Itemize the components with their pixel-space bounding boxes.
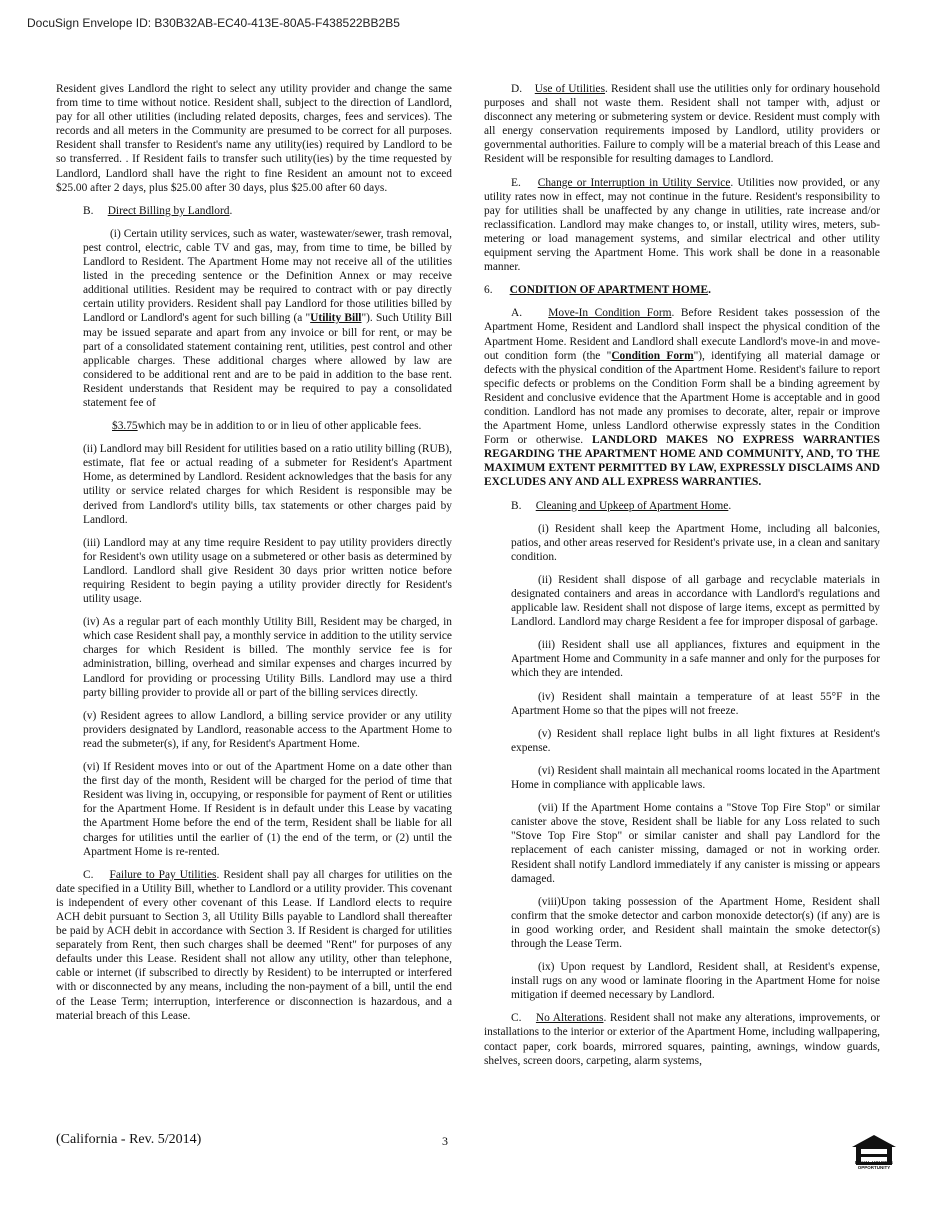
section-6-title: CONDITION OF APARTMENT HOME [509,284,709,297]
cleaning-item-ii: (ii) Resident shall dispose of all garbage and recyclable materials in designated containers and areas in accordance with Landlord's regulations and applicable law. Resident shall not dispose of large items, except as permitted by Landlord. Landlord may charge Resident a fee for improper disposal of garbage. [511,573,880,629]
warranty-disclaimer: LANDLORD MAKES NO EXPRESS WARRANTIES REGARDING THE APARTMENT HOME AND COMMUNITY, AND, TO THE MAXIMUM EXTENT PERMITTED BY LAW, EXPRESSLY DISCLAIMS AND EXCLUDES ANY AND ALL EXPRESS WARRANTIES. [484,434,881,489]
utility-bill-term: Utility Bill [310,312,362,325]
cleaning-items [484,522,880,1003]
form-revision-label: (California - Rev. 5/2014) [56,1132,202,1147]
cleaning-item-vii: (vii) If the Apartment Home contains a "Stove Top Fire Stop" or similar canister above the stove, Resident shall be liable for any Loss related to such "Stove Top Fire Stop" or similar canister and shall pay Landlord for the replacement of each canister missing, damaged or not in working order. Resident shall notify Landlord immediately if any canister is missing or appears damaged. [511,802,880,885]
item-i-text-b: "). Such Utility Bill may be issued separate and apart from any invoice or bill for rent, or may be part of a consolidated statement containing rent, utilities, pest control and other applicable charges. These additional charges where allowed by law are considered to be additional rent and are to be paid in addition to the base rent. Resident understands that Resident may be required to pay a consolidated statement fee of [83,312,452,409]
direct-billing-item-ii: (ii) Landlord may bill Resident for utilities based on a ratio utility billing (RUB), estimate, flat fee or actual reading of a submeter for Resident's Apartment Home, as determined by Landlord. Resident acknowledges that the basis for any utility or service related charges for which Resident is responsible may be derived from Landlord's utility bills, tax statements or other charges paid by Landlord. [83,443,452,526]
fee-line [83,419,452,433]
section-6a-paragraph [484,306,880,489]
section-e-body: . Utilities now provided, or any utility rates now in effect, may not continue in the future. Resident's responsibility to pay for utilities shall be unaffected by any change in utilities, rate increase and/or reclassification. Landlord may make changes to, or install, utility wires, meters, sub-metering or load management systems, and similar electrical and other utility equipment serving the Apartment Home. This work shall be done in a reasonable manner. [484,176,881,274]
section-6b-title: Cleaning and Upkeep of Apartment Home [535,499,729,512]
section-6-number: 6. [484,284,493,297]
cleaning-item-v: (v) Resident shall replace light bulbs in all light fixtures at Resident's expense. [511,727,880,754]
fee-amount: $3.75 [112,420,138,433]
direct-billing-item-i [83,227,452,410]
direct-billing-item-iii: (iii) Landlord may at any time require Resident to pay utility providers directly for Resident's own utility usage on a submetered or other basis as determined by Landlord. Landlord shall give Resident 30 days prior written notice before requiring Resident to begin paying a utility provider directly for Resident's utility usage. [83,536,452,606]
right-column [484,82,880,1077]
section-6c-body: . Resident shall not make any alterations, improvements, or installations to the interior or exterior of the Apartment Home, including wallpapering, contact paper, cork boards, mirrored squares, painting, awnings, window guards, shelves, screen doors, carpeting, alarm systems, [484,1012,881,1067]
section-6c-paragraph [484,1011,880,1067]
section-6a-title: Move-In Condition Form [548,307,672,320]
direct-billing-item-vi: (vi) If Resident moves into or out of the Apartment Home on a date other than the first day of the month, Resident will be charged for the period of time that Resident was living in, occupying, or responsible for payment of Rent or utilities for the Apartment Home. If Resident is in default under this Lease by vacating the Apartment Home before the end of the term, Resident shall be liable for all charges for utilities until the earlier of (1) the end of the term, or (2) until the Apartment Home is re-rented. [83,761,452,858]
cleaning-item-iv: (iv) Resident shall maintain a temperature of at least 55°F in the Apartment Home so that the pipes will not freeze. [511,690,880,717]
section-e-paragraph [484,176,880,275]
left-column [56,82,452,1032]
direct-billing-item-iv: (iv) As a regular part of each monthly Utility Bill, Resident may be charged, in which case Resident shall pay, a monthly service in addition to the utility service charges for which Resident is billed. The monthly service fee is for administration, billing, overhead and similar expenses and charges incurred by Landlord for providing or processing Utility Bills. Landlord may use a third party billing provider to provide all or part of the billing services directly. [83,616,452,699]
cleaning-item-viii: (viii)Upon taking possession of the Apartment Home, Resident shall confirm that the smoke detector and carbon monoxide detector(s) (if any) are is in good working order, and Resident shall maintain the smoke detector(s) through the Lease Term. [511,895,880,950]
cleaning-item-iii: (iii) Resident shall use all appliances, fixtures and equipment in the Apartment Home and Community in a safe manner and only for the purposes for which they are intended. [511,639,880,680]
section-c-body: . Resident shall pay all charges for utilities on the date specified in a Utility Bill, whether to Landlord or a utility provider. This covenant is independent of every other covenant of this Lease. If Landlord elects to require ACH debit pursuant to Section 3, all Utility Bills payable to Landlord shall thereafter be paid by ACH debit in accordance with Section 3. If Resident is charged for utilities separately from Rent, then such charges shall be deemed "Rent" for purposes of any defaults under this Lease. Resident shall not allow any utility, other than telephone, cable or internet (if subscribed to directly by Resident) to be interrupted or interfered with or disconnected by any means, including the non-payment of a bill, until the end of the Lease Term; interruption, interference or disconnection is hazardous, and a material breach of this Lease. [56,868,452,1022]
section-b-letter: B. [83,204,94,217]
utilities-intro-paragraph: Resident gives Landlord the right to select any utility provider and change the same from time to time without notice. Resident shall, subject to the direction of Landlord, pay for all other utilities (including related deposits, charges, fees and services). The records and all meters in the Community are presumed to be correct for all purposes. Resident shall transfer to Resident's name any utility(ies) required by Landlord to be so transferred. . If Resident fails to transfer such utility(ies) by the time requested by Landlord, Landlord shall have the right to fine Resident an amount not to exceed $25.00 after 2 days, plus $25.00 after 30 days, plus $25.00 after 60 days. [56,83,452,194]
section-6a-body-2: "), identifying all material damage or defects with the physical condition of the Apartment Home. Resident's failure to report specific defects or problems on the Condition Form shall be a binding agreement by Resident and conclusive evidence that the Apartment Home is acceptable and in good condition. Landlord has not made any promises to decorate, alter, repair or improve the Apartment Home, unless Landlord otherwise expressly states in the Condition Form or otherwise. [484,349,880,447]
section-6c-letter: C. [511,1012,522,1025]
direct-billing-item-v: (v) Resident agrees to allow Landlord, a billing service provider or any utility providers designated by Landlord, reasonable access to the Apartment Home to read the submeter(s), if any, for Resident's Apartment Home. [83,709,452,750]
page-number: 3 [442,1134,448,1148]
section-b-heading: B. Direct Billing by Landlord. [83,204,233,217]
section-d-letter: D. [511,83,523,95]
equal-housing-label: EQUAL HOUSING OPPORTUNITY [855,1160,893,1170]
condition-form-term: Condition Form [611,349,694,362]
section-e-title: Change or Interruption in Utility Service [537,176,731,189]
fee-rest: which may be in addition to or in lieu of other applicable fees. [137,420,422,433]
section-6-heading: 6. CONDITION OF APARTMENT HOME. [484,284,711,297]
section-6b-letter: B. [511,499,522,512]
section-d-paragraph [484,82,880,167]
cleaning-item-vi: (vi) Resident shall maintain all mechanical rooms located in the Apartment Home in compliance with applicable laws. [511,764,880,792]
cleaning-item-ix: (ix) Upon request by Landlord, Resident shall, at Resident's expense, install rugs on any wood or laminate flooring in the Apartment Home for noise mitigation if deemed necessary by Landlord. [511,961,880,1002]
section-d-title: Use of Utilities [534,83,606,95]
section-6a-letter: A. [511,307,523,320]
section-6c-title: No Alterations [535,1012,604,1025]
item-i-text-a: (i) Certain utility services, such as water, wastewater/sewer, trash removal, pest control, electric, cable TV and gas, may, from time to time, be billed by Landlord to Resident. The Apartment Home may not receive all of the utilities listed in the preceding sentence or the Definition Annex or may receive additional utilities. Resident may be required to contract with or pay directly certain utility providers. Resident shall pay Landlord for those utilities billed by Landlord or Landlord's agent for such billing (a " [83,227,452,325]
envelope-id: DocuSign Envelope ID: B30B32AB-EC40-413E-80A5-F438522BB2B5 [27,16,400,30]
section-6b-heading: B. Cleaning and Upkeep of Apartment Home. [511,499,732,512]
section-c-paragraph [56,868,452,1023]
direct-billing-items [56,227,452,859]
section-b-title: Direct Billing by Landlord [107,204,230,217]
section-c-title: Failure to Pay Utilities [109,868,217,881]
section-e-letter: E. [511,176,521,189]
section-c-letter: C. [83,868,94,881]
section-6a-body-1: . Before Resident takes possession of the Apartment Home, Resident and Landlord shall inspect the physical condition of the Apartment Home. Resident and Landlord shall execute Landlord's move-in and move-out condition form (the " [484,307,880,362]
cleaning-item-i: (i) Resident shall keep the Apartment Home, including all balconies, patios, and other areas reserved for Resident's private use, in a clean and sanitary condition. [511,522,880,563]
section-d-body: . Resident shall use the utilities only for ordinary household purposes and shall not waste them. Resident shall not tamper with, adjust or disconnect any metering or submetering system or device. Resident must comply with all energy conservation requirements imposed by Landlord, utility providers or governmental authorities. Failure to comply will be a material breach of this Lease and Resident will be responsible for resulting damages to Landlord. [484,83,881,166]
